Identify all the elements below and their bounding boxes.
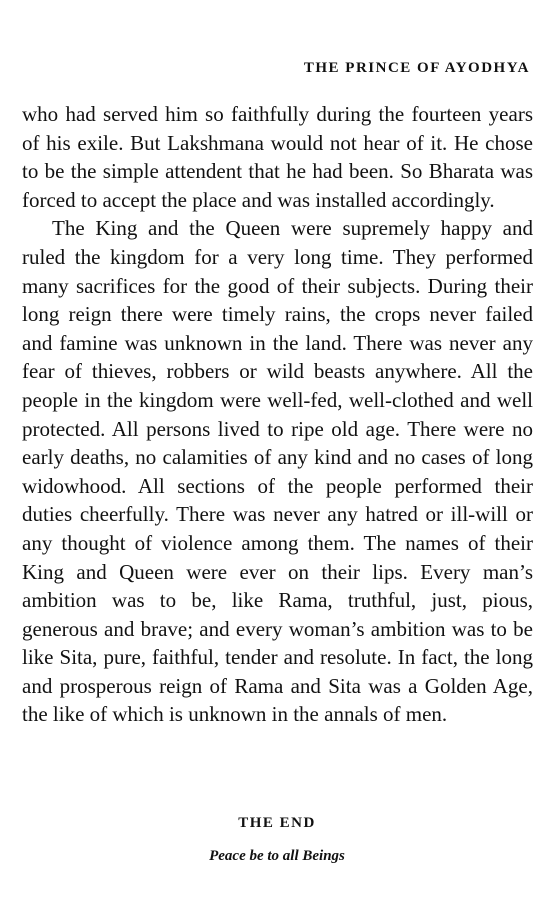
paragraph-continuation: who had served him so faithfully during the fourteen years of his exile. But Lakshmana would not hear of it. He chose to be the simple attendent that he had been. So Bharata was forced to accept the place and was installed accordingly. — [22, 102, 533, 212]
running-header: THE PRINCE OF AYODHYA — [303, 60, 530, 76]
paragraph-main: The King and the Queen were supremely happy and ruled the kingdom for a very long time. They performed many sacrifices for the good of their subjects. During their long reign there were timely rains, the crops never failed and famine was unknown in the land. There was never any fear of thieves, robbers or wild beasts anywhere. All the people in the kingdom were well-fed, well-clothed and well protected. All persons lived to ripe old age. There were no early deaths, no calamities of any kind and no cases of long widowhood. All sections of the people performed their duties cheerfully. There was never any hatred or ill-will or any thought of violence among them. The names of their King and Queen were ever on their lips. Every man’s ambition was to be, like Rama, truthful, just, pious, generous and brave; and every woman’s ambition was to be like Sita, pure, faithful, tender and resolute. In fact, the long and prosperous reign of Rama and Sita was a Golden Age, the like of which is unknown in the annals of men. — [22, 216, 533, 727]
body-text — [22, 100, 533, 729]
the-end-heading: THE END — [238, 815, 316, 831]
dedication-line: Peace be to all Beings — [209, 848, 345, 864]
